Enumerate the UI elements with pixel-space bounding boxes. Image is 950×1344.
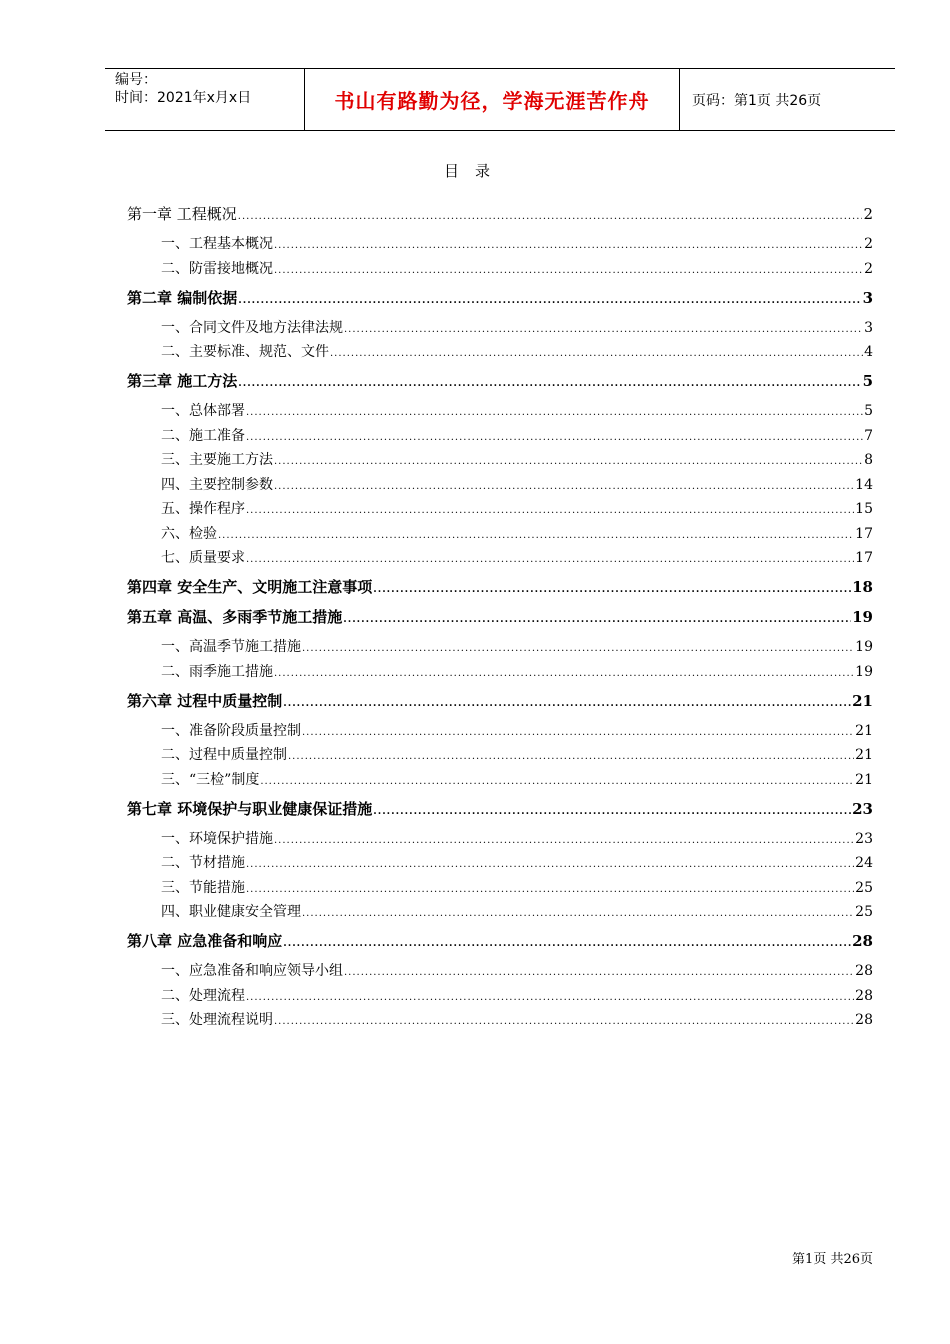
toc-entry-label: 一、总体部署	[161, 403, 245, 419]
table-of-contents	[127, 200, 873, 1034]
toc-entry-label: 第一章 工程概况	[127, 205, 237, 223]
toc-entry-label: 一、环境保护措施	[161, 830, 273, 847]
toc-section-entry[interactable]	[127, 828, 873, 847]
toc-entry-page: 21	[855, 722, 873, 739]
toc-leader-dots	[246, 505, 854, 516]
header-motto: 书山有路勤为径，学海无涯苦作舟	[305, 69, 680, 130]
toc-section-entry[interactable]	[127, 317, 873, 336]
toc-leader-dots	[274, 835, 854, 846]
toc-section-entry[interactable]	[127, 877, 873, 896]
toc-entry-page: 21	[855, 771, 873, 788]
toc-entry-label: 二、施工准备	[161, 427, 245, 444]
toc-leader-dots	[283, 938, 851, 949]
toc-entry-label: 一、准备阶段质量控制	[161, 722, 301, 739]
toc-section-entry[interactable]	[127, 636, 873, 655]
toc-entry-label: 二、雨季施工措施	[161, 663, 273, 680]
toc-entry-page: 25	[855, 904, 873, 920]
header-page-info: 页码：第1页 共26页	[692, 92, 822, 109]
toc-leader-dots	[246, 432, 863, 443]
toc-leader-dots	[246, 407, 863, 418]
toc-entry-page: 19	[852, 608, 873, 626]
toc-leader-dots	[246, 859, 854, 870]
toc-entry-page: 28	[855, 963, 873, 979]
toc-section-entry[interactable]	[127, 400, 873, 419]
toc-entry-page: 2	[864, 260, 873, 277]
toc-chapter-entry[interactable]	[127, 606, 873, 626]
toc-leader-dots	[260, 776, 854, 787]
toc-entry-label: 第七章 环境保护与职业健康保证措施	[127, 799, 373, 818]
toc-entry-label: 二、过程中质量控制	[161, 747, 287, 763]
toc-section-entry[interactable]	[127, 960, 873, 979]
toc-leader-dots	[274, 240, 863, 251]
toc-chapter-entry[interactable]	[127, 798, 873, 818]
toc-section-entry[interactable]	[127, 523, 873, 542]
toc-section-entry[interactable]	[127, 474, 873, 493]
toc-entry-label: 一、高温季节施工措施	[161, 639, 301, 655]
toc-section-entry[interactable]	[127, 425, 873, 444]
toc-leader-dots	[218, 530, 854, 541]
toc-leader-dots	[274, 481, 854, 492]
toc-leader-dots	[344, 324, 863, 335]
page-footer: 第1页 共26页	[792, 1252, 873, 1267]
toc-entry-page: 28	[855, 1012, 873, 1028]
toc-section-entry[interactable]	[127, 985, 873, 1004]
toc-entry-page: 4	[864, 344, 873, 360]
toc-chapter-entry[interactable]	[127, 576, 873, 596]
toc-entry-label: 一、应急准备和响应领导小组	[161, 963, 343, 979]
toc-section-entry[interactable]	[127, 852, 873, 871]
toc-chapter-entry[interactable]	[127, 370, 873, 390]
document-time-label: 时间：2021年x月x日	[115, 90, 252, 106]
toc-entry-page: 18	[852, 578, 873, 596]
toc-entry-page: 17	[855, 525, 873, 542]
toc-entry-label: 三、主要施工方法	[161, 452, 273, 468]
toc-leader-dots	[274, 1016, 854, 1027]
toc-entry-label: 一、合同文件及地方法律法规	[161, 319, 343, 336]
toc-section-entry[interactable]	[127, 547, 873, 566]
toc-entry-label: 第六章 过程中质量控制	[127, 691, 283, 710]
toc-entry-label: 一、工程基本概况	[161, 236, 273, 252]
toc-leader-dots	[343, 614, 851, 625]
toc-chapter-entry[interactable]	[127, 690, 873, 710]
page-header	[105, 68, 895, 131]
toc-entry-page: 25	[855, 879, 873, 896]
toc-leader-dots	[274, 668, 854, 679]
toc-entry-label: 二、防雷接地概况	[161, 260, 273, 277]
toc-entry-label: 三、节能措施	[161, 879, 245, 896]
toc-leader-dots	[238, 378, 861, 389]
toc-entry-page: 23	[855, 830, 873, 847]
toc-entry-label: 二、处理流程	[161, 987, 245, 1004]
toc-entry-page: 5	[864, 403, 873, 419]
toc-leader-dots	[288, 751, 854, 762]
toc-entry-label: 四、职业健康安全管理	[161, 904, 301, 920]
toc-entry-label: 二、主要标准、规范、文件	[161, 344, 329, 360]
toc-entry-page: 21	[852, 691, 873, 710]
toc-section-entry[interactable]	[127, 449, 873, 468]
toc-leader-dots	[302, 908, 854, 919]
toc-entry-page: 3	[864, 319, 873, 336]
toc-leader-dots	[246, 554, 854, 565]
toc-leader-dots	[274, 456, 863, 467]
toc-entry-page: 28	[855, 987, 873, 1004]
toc-leader-dots	[302, 727, 854, 738]
toc-entry-label: 七、质量要求	[161, 550, 245, 566]
toc-entry-label: 三、“三检”制度	[161, 771, 260, 788]
toc-leader-dots	[238, 295, 861, 306]
header-meta	[105, 69, 305, 130]
toc-leader-dots	[373, 806, 851, 817]
toc-leader-dots	[330, 348, 863, 359]
toc-section-entry[interactable]	[127, 258, 873, 277]
toc-entry-label: 三、处理流程说明	[161, 1012, 273, 1028]
toc-entry-page: 19	[855, 639, 873, 655]
toc-chapter-entry[interactable]	[127, 203, 873, 223]
toc-section-entry[interactable]	[127, 1009, 873, 1028]
toc-section-entry[interactable]	[127, 720, 873, 739]
toc-section-entry[interactable]	[127, 498, 873, 517]
toc-entry-page: 5	[862, 372, 873, 390]
toc-entry-page: 17	[855, 550, 873, 566]
toc-entry-page: 14	[855, 476, 873, 493]
document-number-label: 编号：	[115, 72, 157, 88]
toc-entry-page: 15	[855, 501, 873, 517]
toc-entry-label: 二、节材措施	[161, 855, 245, 871]
toc-entry-label: 第四章 安全生产、文明施工注意事项	[127, 578, 373, 596]
toc-entry-page: 2	[864, 236, 873, 252]
toc-section-entry[interactable]	[127, 744, 873, 763]
toc-entry-page: 28	[852, 932, 873, 950]
toc-leader-dots	[246, 884, 854, 895]
toc-entry-label: 第五章 高温、多雨季节施工措施	[127, 608, 343, 626]
toc-entry-label: 六、检验	[161, 525, 217, 542]
toc-leader-dots	[302, 643, 854, 654]
toc-entry-label: 第八章 应急准备和响应	[127, 932, 283, 950]
toc-section-entry[interactable]	[127, 341, 873, 360]
toc-entry-label: 五、操作程序	[161, 501, 245, 517]
toc-entry-page: 21	[855, 747, 873, 763]
toc-section-entry[interactable]	[127, 233, 873, 252]
toc-entry-label: 第三章 施工方法	[127, 372, 238, 390]
toc-leader-dots	[274, 265, 863, 276]
toc-section-entry[interactable]	[127, 901, 873, 920]
toc-leader-dots	[373, 584, 851, 595]
toc-entry-page: 24	[855, 855, 873, 871]
toc-section-entry[interactable]	[127, 769, 873, 788]
toc-leader-dots	[283, 698, 851, 709]
toc-entry-page: 23	[852, 799, 873, 818]
toc-section-entry[interactable]	[127, 661, 873, 680]
toc-chapter-entry[interactable]	[127, 287, 873, 307]
toc-entry-page: 19	[855, 663, 873, 680]
toc-leader-dots	[344, 967, 854, 978]
toc-entry-label: 四、主要控制参数	[161, 476, 273, 493]
toc-entry-label: 第二章 编制依据	[127, 288, 238, 307]
toc-leader-dots	[246, 992, 854, 1003]
toc-leader-dots	[238, 211, 863, 222]
toc-entry-page: 2	[863, 205, 873, 223]
toc-entry-page: 7	[864, 427, 873, 444]
toc-title: 目录	[443, 162, 506, 180]
toc-entry-page: 3	[862, 288, 873, 307]
toc-chapter-entry[interactable]	[127, 930, 873, 950]
toc-entry-page: 8	[864, 452, 873, 468]
